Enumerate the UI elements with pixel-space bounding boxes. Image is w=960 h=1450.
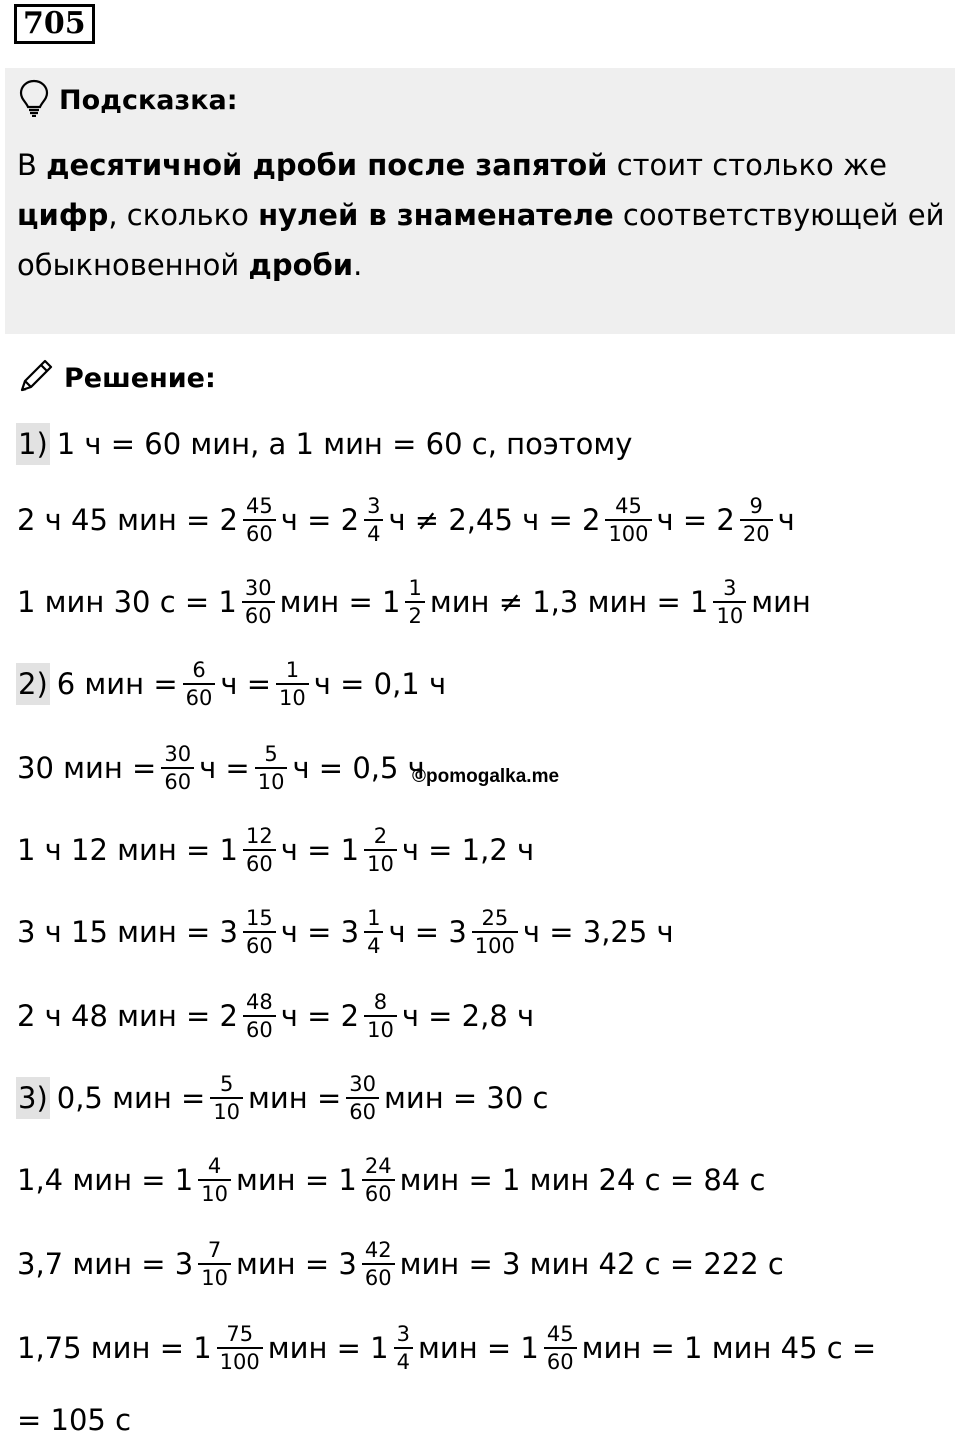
equation-text: мин = 1 bbox=[418, 1331, 539, 1365]
fraction bbox=[472, 905, 518, 958]
fraction bbox=[605, 493, 651, 546]
fraction-denominator: 60 bbox=[242, 601, 275, 627]
fraction bbox=[740, 493, 773, 546]
fraction-denominator: 60 bbox=[346, 1097, 379, 1123]
fraction bbox=[217, 1321, 263, 1374]
fraction-denominator: 60 bbox=[243, 849, 276, 875]
watermark: ©pomogalka.me bbox=[412, 766, 560, 787]
fraction bbox=[198, 1153, 231, 1206]
hint-bold-segment: дроби bbox=[248, 248, 354, 282]
equation-text: мин = bbox=[248, 1081, 342, 1115]
hint-bold-segment: цифр bbox=[17, 198, 109, 232]
fraction-numerator: 1 bbox=[285, 657, 300, 682]
equation-text: мин = 1 мин 24 с = 84 с bbox=[399, 1163, 766, 1197]
item-number-badge: 1) bbox=[16, 423, 50, 465]
solution-line bbox=[16, 414, 633, 474]
fraction-numerator: 3 bbox=[367, 493, 381, 518]
fraction-denominator: 10 bbox=[198, 1179, 231, 1205]
fraction-numerator: 30 bbox=[244, 575, 272, 600]
fraction bbox=[405, 575, 424, 628]
fraction-numerator: 3 bbox=[723, 575, 737, 600]
fraction-numerator: 12 bbox=[246, 823, 273, 848]
equation-text: ч = 3,25 ч bbox=[522, 915, 674, 949]
equation-text: ч = bbox=[220, 667, 272, 701]
solution-line bbox=[16, 1068, 549, 1128]
equation-text: 6 мин = bbox=[56, 667, 178, 701]
solution-line bbox=[16, 986, 535, 1046]
fraction-denominator: 60 bbox=[362, 1263, 395, 1289]
fraction-denominator: 60 bbox=[544, 1347, 577, 1373]
lightbulb-icon bbox=[19, 79, 59, 121]
equation-text: мин = 3 мин 42 с = 222 с bbox=[399, 1247, 784, 1281]
fraction bbox=[362, 1237, 395, 1290]
fraction-numerator: 30 bbox=[164, 741, 192, 766]
hint-title: Подсказка: bbox=[59, 84, 238, 116]
fraction-denominator: 10 bbox=[210, 1097, 243, 1123]
equation-text: 30 мин = bbox=[17, 751, 157, 785]
fraction-denominator: 2 bbox=[405, 601, 424, 627]
solution-title: Решение: bbox=[64, 362, 216, 394]
equation-text: 0,5 мин = bbox=[56, 1081, 206, 1115]
equation-text: мин = 1 bbox=[235, 1163, 357, 1197]
fraction bbox=[364, 905, 383, 958]
equation-text: мин = 1 мин 45 с = bbox=[581, 1331, 877, 1365]
solution-line bbox=[16, 902, 675, 962]
fraction bbox=[242, 575, 275, 628]
task-number: 705 bbox=[14, 4, 95, 44]
fraction bbox=[364, 823, 397, 876]
fraction bbox=[544, 1321, 577, 1374]
solution-line bbox=[16, 1234, 785, 1294]
equation-text: ч = 0,5 ч bbox=[292, 751, 425, 785]
fraction bbox=[198, 1237, 231, 1290]
fraction bbox=[243, 905, 276, 958]
fraction-denominator: 10 bbox=[276, 683, 309, 709]
fraction bbox=[346, 1071, 379, 1124]
fraction-numerator: 6 bbox=[192, 657, 206, 682]
fraction-numerator: 8 bbox=[373, 989, 388, 1014]
fraction-denominator: 60 bbox=[243, 519, 276, 545]
solution-line bbox=[16, 1390, 132, 1450]
equation-text: мин = 1 bbox=[279, 585, 401, 619]
fraction-denominator: 60 bbox=[362, 1179, 395, 1205]
equation-text: 2 ч 45 мин = 2 bbox=[17, 503, 239, 537]
fraction-denominator: 4 bbox=[394, 1347, 413, 1373]
solution-line bbox=[16, 572, 812, 632]
equation-text: ч = 2,8 ч bbox=[401, 999, 535, 1033]
equation-text: мин bbox=[751, 585, 811, 619]
fraction-denominator: 100 bbox=[605, 519, 651, 545]
solution-line bbox=[16, 820, 535, 880]
fraction bbox=[713, 575, 746, 628]
fraction-denominator: 60 bbox=[243, 931, 276, 957]
fraction-numerator: 5 bbox=[219, 1071, 234, 1096]
hint-bold-segment: десятичной дроби после запятой bbox=[46, 148, 608, 182]
fraction bbox=[276, 657, 309, 710]
fraction bbox=[362, 1153, 395, 1206]
fraction-numerator: 25 bbox=[481, 905, 509, 930]
hint-segment: В bbox=[17, 148, 47, 182]
equation-text: мин ≠ 1,3 мин = 1 bbox=[429, 585, 709, 619]
hint-box bbox=[5, 68, 955, 334]
pencil-icon bbox=[16, 356, 64, 400]
solution-line bbox=[16, 1150, 766, 1210]
fraction-denominator: 4 bbox=[364, 931, 383, 957]
hint-text bbox=[17, 140, 947, 290]
item-number-badge: 3) bbox=[16, 1077, 50, 1119]
fraction-denominator: 10 bbox=[255, 767, 288, 793]
equation-text: ч = bbox=[199, 751, 250, 785]
equation-text: 1 ч 12 мин = 1 bbox=[17, 833, 239, 867]
fraction bbox=[364, 989, 397, 1042]
hint-segment: соответствующей ей обыкновенной bbox=[17, 198, 945, 282]
fraction-denominator: 4 bbox=[364, 519, 383, 545]
fraction-numerator: 9 bbox=[749, 493, 763, 518]
fraction bbox=[243, 989, 276, 1042]
fraction-denominator: 100 bbox=[217, 1347, 263, 1373]
equation-text: ч = 2 bbox=[280, 503, 360, 537]
hint-header bbox=[19, 80, 238, 120]
hint-segment: стоит столько же bbox=[607, 148, 887, 182]
fraction bbox=[255, 741, 288, 794]
fraction-numerator: 42 bbox=[364, 1237, 392, 1262]
equation-text: ч bbox=[777, 503, 795, 537]
fraction bbox=[364, 493, 383, 546]
equation-text: ч ≠ 2,45 ч = 2 bbox=[388, 503, 601, 537]
equation-text: мин = 30 с bbox=[383, 1081, 549, 1115]
fraction-numerator: 45 bbox=[615, 493, 642, 518]
fraction-numerator: 15 bbox=[246, 905, 273, 930]
solution-header bbox=[16, 356, 216, 400]
fraction-denominator: 20 bbox=[740, 519, 773, 545]
equation-text: ч = 1 bbox=[280, 833, 360, 867]
solution-line bbox=[16, 738, 426, 798]
fraction-denominator: 10 bbox=[364, 849, 397, 875]
fraction-denominator: 100 bbox=[472, 931, 518, 957]
equation-text: 3,7 мин = 3 bbox=[17, 1247, 194, 1281]
fraction-numerator: 4 bbox=[207, 1153, 222, 1178]
equation-text: ч = 2 bbox=[656, 503, 735, 537]
fraction-numerator: 5 bbox=[264, 741, 278, 766]
equation-text: ч = 0,1 ч bbox=[313, 667, 447, 701]
equation-text: ч = 3 bbox=[280, 915, 360, 949]
fraction-denominator: 10 bbox=[713, 601, 746, 627]
fraction-denominator: 60 bbox=[243, 1015, 276, 1041]
equation-text: 1 мин 30 с = 1 bbox=[17, 585, 237, 619]
fraction bbox=[243, 493, 276, 546]
fraction bbox=[183, 657, 216, 710]
fraction bbox=[161, 741, 194, 794]
fraction-denominator: 10 bbox=[198, 1263, 231, 1289]
hint-bold-segment: нулей в знаменателе bbox=[258, 198, 614, 232]
equation-text: ч = 3 bbox=[388, 915, 467, 949]
fraction-numerator: 2 bbox=[373, 823, 388, 848]
fraction-denominator: 10 bbox=[364, 1015, 397, 1041]
fraction bbox=[394, 1321, 413, 1374]
fraction-denominator: 60 bbox=[161, 767, 194, 793]
fraction bbox=[210, 1071, 243, 1124]
fraction-numerator: 7 bbox=[207, 1237, 222, 1262]
fraction-denominator: 60 bbox=[183, 683, 216, 709]
solution-line bbox=[16, 490, 796, 550]
fraction-numerator: 45 bbox=[246, 493, 273, 518]
hint-segment: , сколько bbox=[108, 198, 259, 232]
equation-text: мин = 3 bbox=[235, 1247, 357, 1281]
fraction-numerator: 45 bbox=[546, 1321, 574, 1346]
equation-text: 1,75 мин = 1 bbox=[17, 1331, 212, 1365]
fraction-numerator: 1 bbox=[367, 905, 381, 930]
hint-segment: . bbox=[353, 248, 363, 282]
fraction-numerator: 48 bbox=[246, 989, 273, 1014]
equation-text: 1 ч = 60 мин, а 1 мин = 60 с, поэтому bbox=[56, 427, 633, 461]
equation-text: ч = 2 bbox=[280, 999, 360, 1033]
fraction-numerator: 24 bbox=[364, 1153, 392, 1178]
fraction-numerator: 1 bbox=[408, 575, 422, 600]
equation-text: 1,4 мин = 1 bbox=[17, 1163, 194, 1197]
equation-text: = 105 с bbox=[17, 1403, 132, 1437]
fraction-numerator: 30 bbox=[349, 1071, 376, 1096]
equation-text: 2 ч 48 мин = 2 bbox=[17, 999, 239, 1033]
fraction bbox=[243, 823, 276, 876]
equation-text: мин = 1 bbox=[267, 1331, 389, 1365]
equation-text: ч = 1,2 ч bbox=[401, 833, 535, 867]
fraction-numerator: 3 bbox=[396, 1321, 411, 1346]
item-number-badge: 2) bbox=[16, 663, 50, 705]
solution-line bbox=[16, 654, 447, 714]
solution-line bbox=[16, 1318, 877, 1378]
fraction-numerator: 75 bbox=[226, 1321, 254, 1346]
equation-text: 3 ч 15 мин = 3 bbox=[17, 915, 239, 949]
